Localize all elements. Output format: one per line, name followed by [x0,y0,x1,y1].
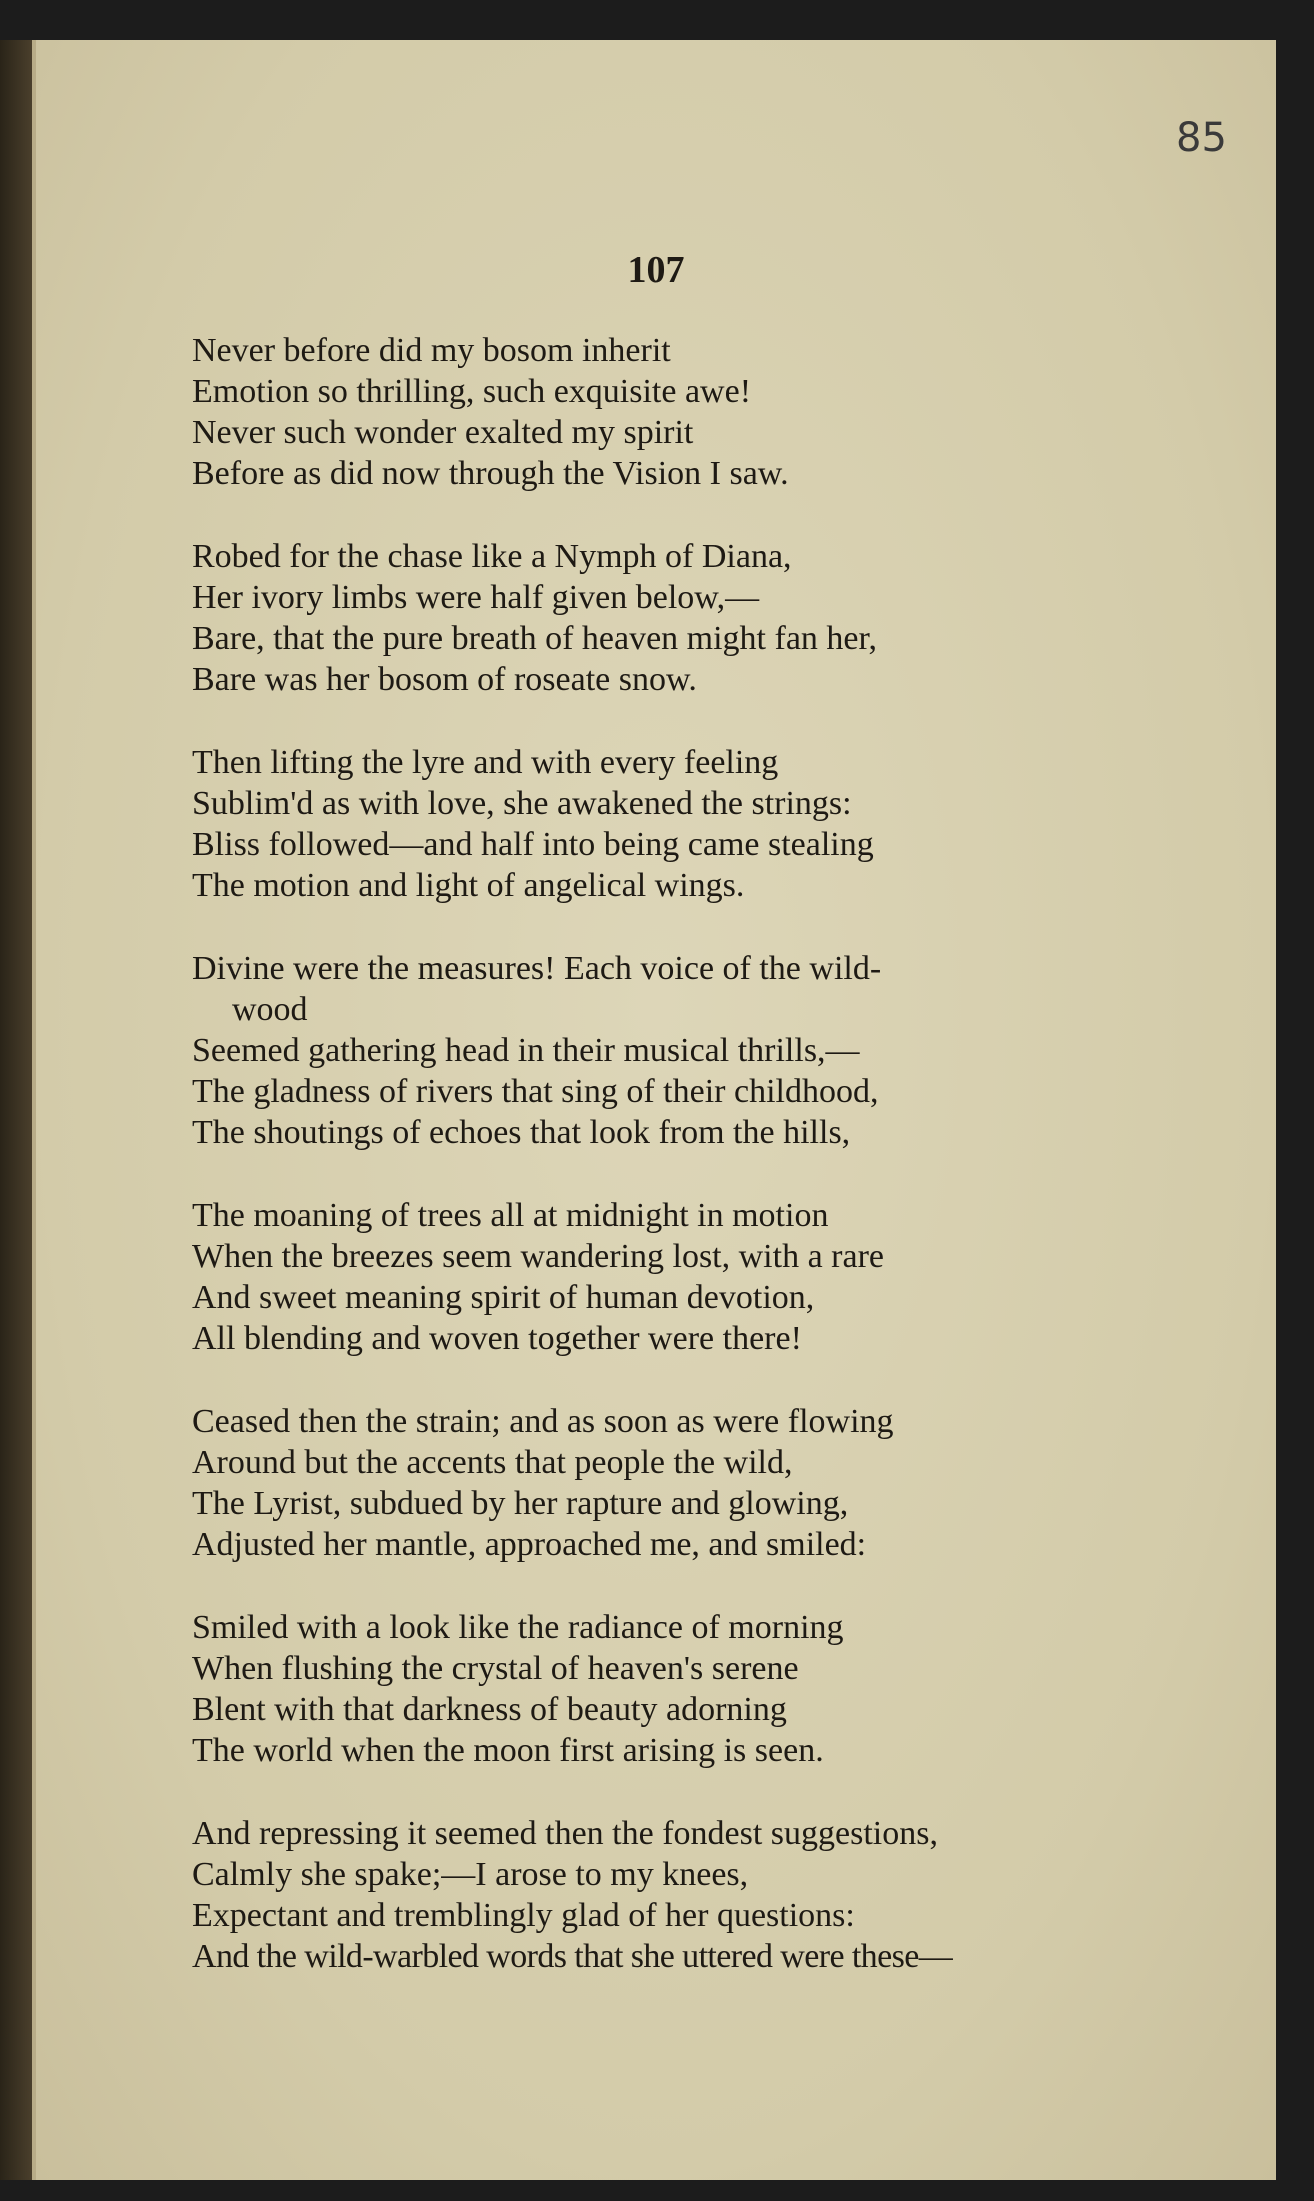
poem-line: Robed for the chase like a Nymph of Diana, [192,538,792,575]
poem-line: Sublim'd as with love, she awakened the strings: [192,785,852,822]
poem-line: The moaning of trees all at midnight in motion [192,1197,829,1234]
poem-line: Bare, that the pure breath of heaven might fan her, [192,620,877,657]
poem-line: Adjusted her mantle, approached me, and smiled: [192,1526,867,1563]
poem-line: The motion and light of angelical wings. [192,867,745,904]
poem-line: Calmly she spake;—I arose to my knees, [192,1856,749,1893]
poem-line: Never before did my bosom inherit [192,332,671,369]
book-binding [0,40,32,2180]
poem-line: Around but the accents that people the wild, [192,1444,793,1481]
poem-line: Bliss followed—and half into being came stealing [192,826,874,863]
handwritten-folio-number: 85 [1176,115,1227,161]
poem-line: When the breezes seem wandering lost, with a rare [192,1238,884,1275]
poem-line: Her ivory limbs were half given below,— [192,579,760,616]
page-number: 107 [627,249,685,291]
poem-text [192,330,1192,2019]
stanza [192,536,1192,700]
poem-line: Divine were the measures! Each voice of the wild- [192,950,882,987]
stanza [192,330,1192,494]
poem-line: The gladness of rivers that sing of their childhood, [192,1073,879,1110]
poem-line: And sweet meaning spirit of human devotion, [192,1279,815,1316]
poem-line: And the wild-warbled words that she uttered were these— [192,1938,953,1975]
poem-line: Never such wonder exalted my spirit [192,414,694,451]
stanza [192,1607,1192,1771]
poem-line: Emotion so thrilling, such exquisite awe! [192,373,752,410]
poem-line-continuation: wood [232,991,308,1028]
poem-line: Bare was her bosom of roseate snow. [192,661,697,698]
stanza [192,1813,1192,1977]
poem-line: The world when the moon first arising is seen. [192,1732,824,1769]
poem-line: All blending and woven together were there! [192,1320,802,1357]
poem-line: When flushing the crystal of heaven's serene [192,1650,799,1687]
poem-line: Expectant and tremblingly glad of her questions: [192,1897,855,1934]
poem-line: And repressing it seemed then the fondest suggestions, [192,1815,938,1852]
stanza [192,948,1192,1153]
poem-line: Ceased then the strain; and as soon as were flowing [192,1403,894,1440]
poem-line: Before as did now through the Vision I saw. [192,455,789,492]
poem-line: Seemed gathering head in their musical thrills,— [192,1032,860,1069]
stanza [192,742,1192,906]
book-page [32,40,1276,2180]
poem-line: Then lifting the lyre and with every feeling [192,744,779,781]
poem-line: Blent with that darkness of beauty adorning [192,1691,787,1728]
poem-line: The shoutings of echoes that look from the hills, [192,1114,851,1151]
stanza [192,1195,1192,1359]
stanza [192,1401,1192,1565]
poem-line: The Lyrist, subdued by her rapture and glowing, [192,1485,849,1522]
poem-line: Smiled with a look like the radiance of morning [192,1609,844,1646]
